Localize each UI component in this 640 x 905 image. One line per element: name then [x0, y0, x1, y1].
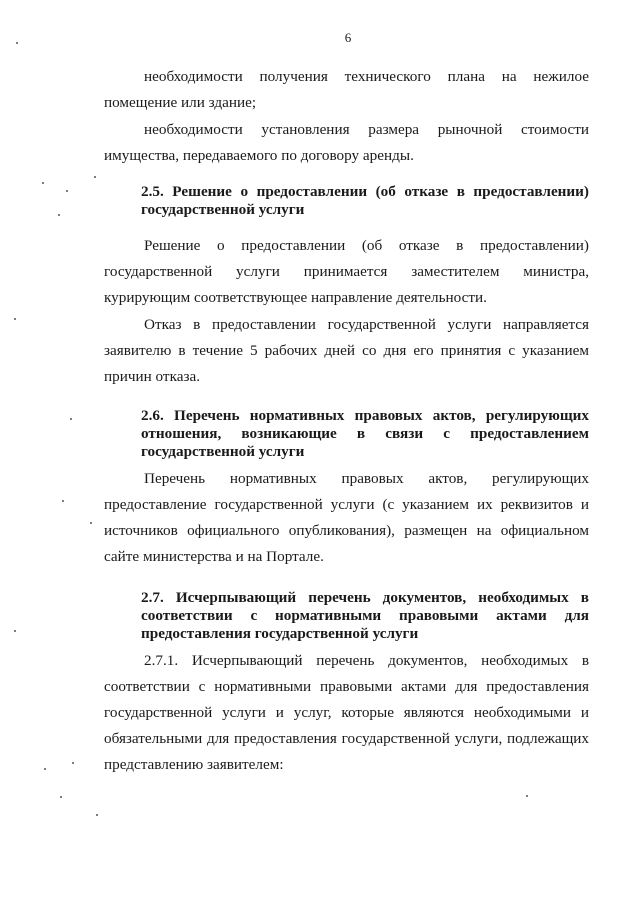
paragraph-technical-plan: необходимости получения технического плана на нежилое помещение или здание; — [104, 68, 589, 111]
scan-speck — [70, 418, 72, 420]
scan-speck — [94, 176, 96, 178]
scan-speck — [60, 796, 62, 798]
scan-speck — [14, 318, 16, 320]
paragraph-legal-acts: Перечень нормативных правовых актов, регулирующих предоставление государственной услуги (с указанием их реквизитов и источников официального опубликования), размещен на официальном сайте министерства и на Портале. — [104, 470, 589, 565]
section-heading-2-6: 2.6. Перечень нормативных правовых актов, регулирующих отношения, возникающие в связи с предоставлением государственной услуги — [141, 407, 589, 460]
paragraph-market-value: необходимости установления размера рыночной стоимости имущества, передаваемого по договору аренды. — [104, 121, 589, 164]
paragraph-decision: Решение о предоставлении (об отказе в предоставлении) государственной услуги принимается заместителем министра, курирующим соответствующее направление деятельности. — [104, 237, 589, 306]
scan-speck — [16, 42, 18, 44]
scan-speck — [66, 190, 68, 192]
paragraph-refusal: Отказ в предоставлении государственной услуги направляется заявителю в течение 5 рабочих дней со дня его принятия с указанием причин отказа. — [104, 316, 589, 385]
section-heading-2-7: 2.7. Исчерпывающий перечень документов, необходимых в соответствии с нормативными правовыми актами для предоставления государственной услуги — [141, 589, 589, 642]
scan-speck — [72, 762, 74, 764]
scan-speck — [44, 768, 46, 770]
scan-speck — [42, 182, 44, 184]
section-heading-2-5: 2.5. Решение о предоставлении (об отказе в предоставлении) государственной услуги — [141, 183, 589, 218]
scan-speck — [90, 522, 92, 524]
page-number: 6 — [344, 30, 352, 45]
scan-speck — [62, 500, 64, 502]
paragraph-2-7-1: 2.7.1. Исчерпывающий перечень документов, необходимых в соответствии с нормативными правовыми актами для предоставления государственной услуги и услуг, которые являются необходимыми и обязательными для предоставления государственной услуги, подлежащих представлению заявителем: — [104, 652, 589, 773]
scan-speck — [14, 630, 16, 632]
scan-speck — [96, 814, 98, 816]
scan-speck — [58, 214, 60, 216]
scan-speck — [526, 795, 528, 797]
